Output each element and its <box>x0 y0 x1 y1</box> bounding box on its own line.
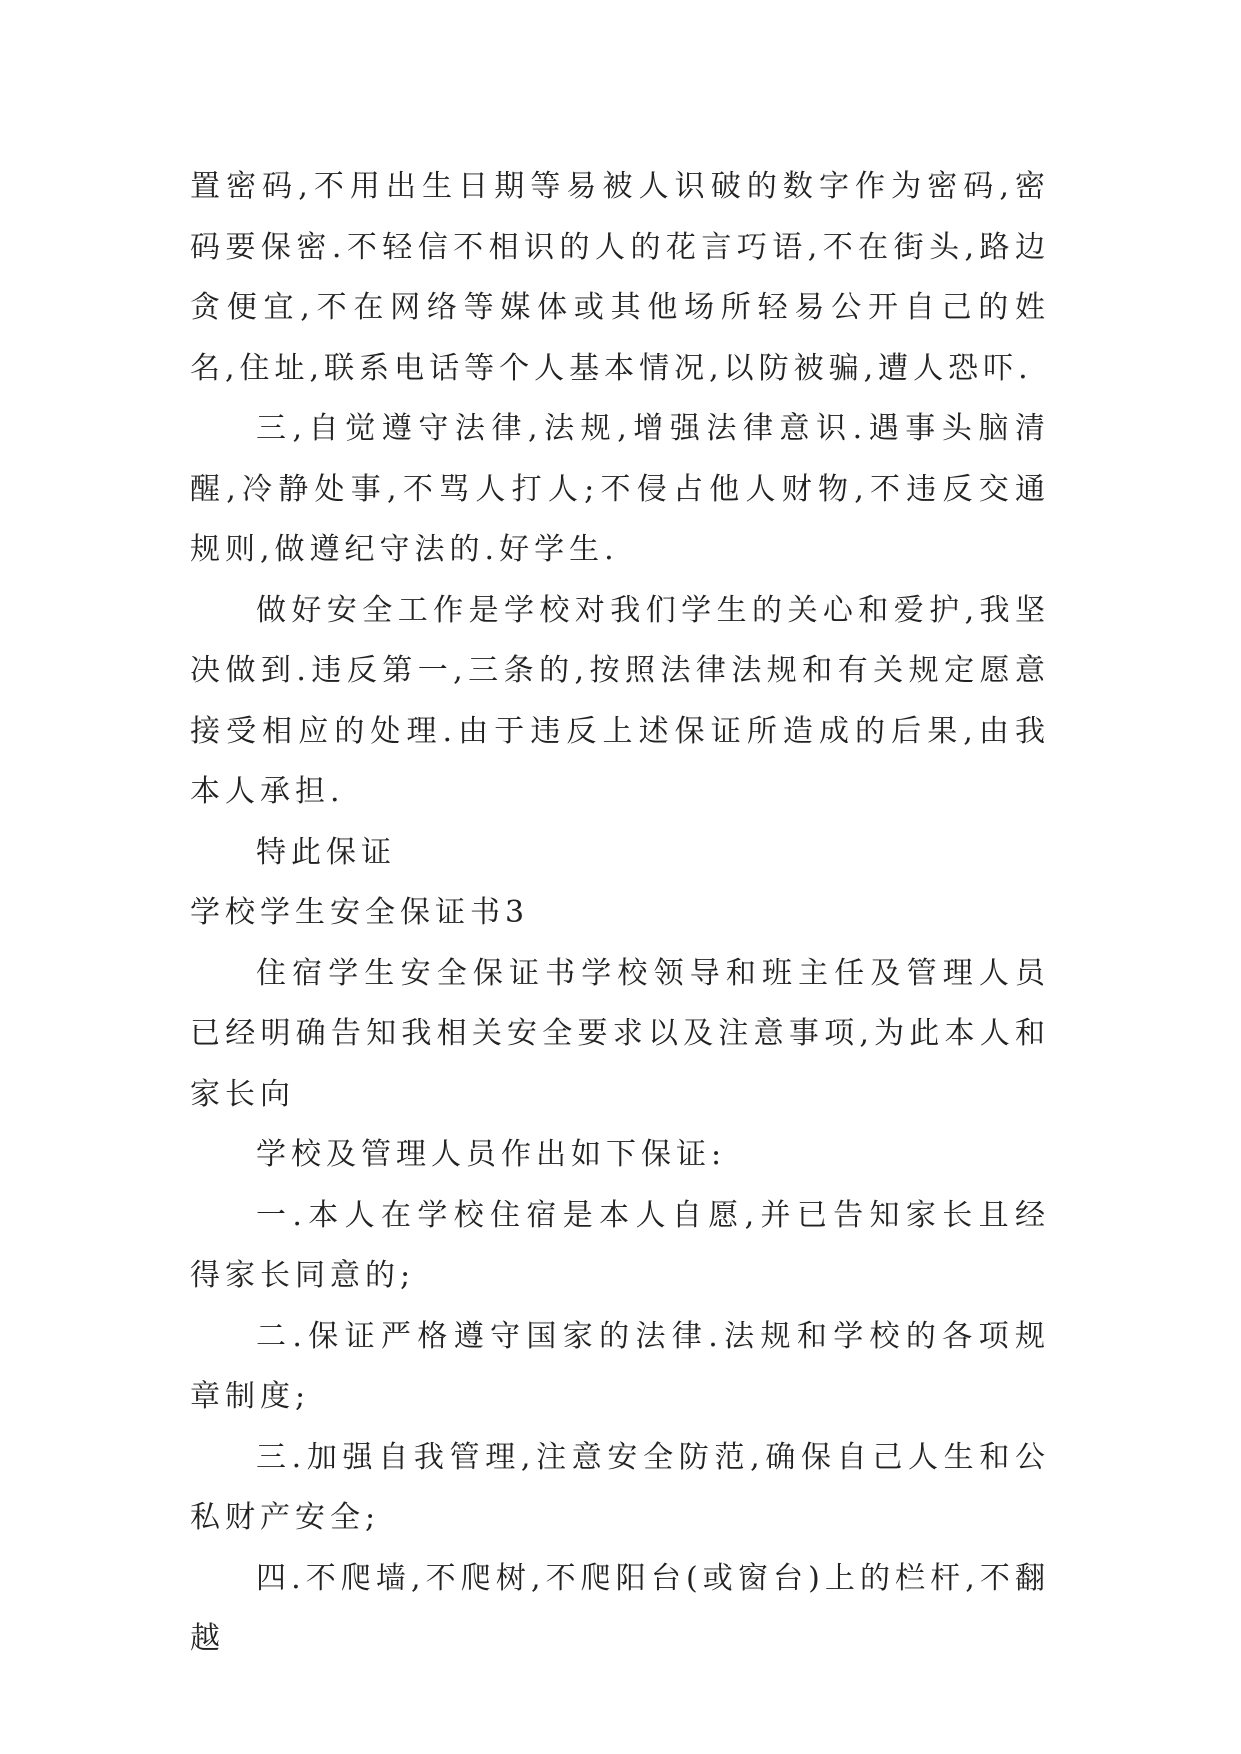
paragraph-5: 住宿学生安全保证书学校领导和班主任及管理人员已经明确告知我相关安全要求以及注意事项,为此本人和家长向 <box>190 955 1050 1112</box>
paragraph-4: 特此保证 <box>256 834 396 870</box>
paragraph-10: 四.不爬墙,不爬树,不爬阳台(或窗台)上的栏杆,不翻越 <box>190 1560 1050 1656</box>
paragraph-2: 三,自觉遵守法律,法规,增强法律意识.遇事头脑清醒,冷静处事,不骂人打人;不侵占他人财物,不违反交通规则,做遵纪守法的.好学生. <box>190 411 1050 567</box>
document-body <box>190 157 1050 1670</box>
paragraph-6: 学校及管理人员作出如下保证: <box>256 1137 727 1172</box>
paragraph-8: 二.保证严格遵守国家的法律.法规和学校的各项规章制度; <box>190 1318 1050 1414</box>
paragraph-1: 置密码,不用出生日期等易被人识破的数字作为密码,密码要保密.不轻信不相识的人的花言巧语,不在街头,路边贪便宜,不在网络等媒体或其他场所轻易公开自己的姓名,住址,联系电话等个人基本情况,以防被骗,遭人恐吓. <box>190 169 1050 386</box>
paragraph-7: 一.本人在学校住宿是本人自愿,并已告知家长且经得家长同意的; <box>190 1197 1050 1293</box>
paragraph-9: 三.加强自我管理,注意安全防范,确保自己人生和公私财产安全; <box>190 1439 1050 1535</box>
section-heading: 学校学生安全保证书3 <box>190 895 530 930</box>
paragraph-3: 做好安全工作是学校对我们学生的关心和爱护,我坚决做到.违反第一,三条的,按照法律法规和有关规定愿意接受相应的处理.由于违反上述保证所造成的后果,由我本人承担. <box>190 592 1050 809</box>
